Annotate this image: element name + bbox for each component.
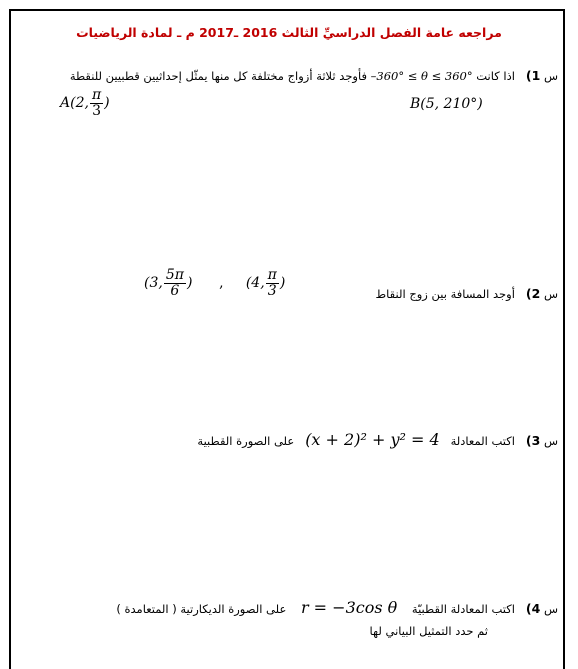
question-text-continued: على الصورة الديكارتية ( المتعامدة ) (116, 602, 287, 616)
fraction: $\frac{\pi}{3}$ (91, 87, 102, 119)
point-2: (3, $\frac{5\pi}{6}$ ) (144, 267, 193, 299)
page-title: مراجعه عامة الفصل الدراسيِّ الثالث 2016 ـ2017 م ـ لمادة الرياضيات (76, 25, 502, 40)
question-text-continued: فأوجد ثلاثة أزواج مختلفة كل منها يمثّل إحداثيين قطبيين للنقطة (69, 69, 367, 83)
question-text: اكتب المعادلة (450, 434, 515, 448)
angle-condition: –360° ≤ θ ≤ 360° (370, 69, 473, 83)
question-text: اكتب المعادلة القطبيّة (411, 602, 515, 616)
point-pair (144, 268, 285, 298)
question-4-line-2: ثم حدد التمثيل البياني لها (369, 624, 488, 638)
question-text: أوجد المسافة بين زوج النقاط (375, 287, 515, 301)
cartesian-equation: (x + 2)² + y² = 4 (305, 430, 440, 449)
question-3 (20, 430, 558, 449)
question-text-continued: على الصورة القطبية (197, 434, 295, 448)
question-number-prefix: س (543, 434, 558, 448)
question-number: 3) (525, 433, 541, 448)
question-text: اذا كانت (476, 69, 515, 83)
question-number-prefix: س (543, 69, 558, 83)
question-4 (20, 598, 558, 617)
polar-equation: r = −3cos θ (300, 598, 398, 617)
question-number: 2) (525, 286, 541, 301)
question-2 (20, 286, 558, 301)
point-1: (4, $\frac{\pi}{3}$ ) (245, 267, 286, 299)
question-number-prefix: س (543, 287, 558, 301)
point-a: A(2, $\frac{\pi}{3}$ ) (60, 87, 110, 119)
question-1 (20, 68, 558, 83)
question-number: 4) (525, 601, 541, 616)
separator: , (219, 275, 224, 292)
question-number: 1) (525, 68, 541, 83)
point-b: B(5, 210°) (410, 96, 483, 112)
question-number-prefix: س (543, 602, 558, 616)
